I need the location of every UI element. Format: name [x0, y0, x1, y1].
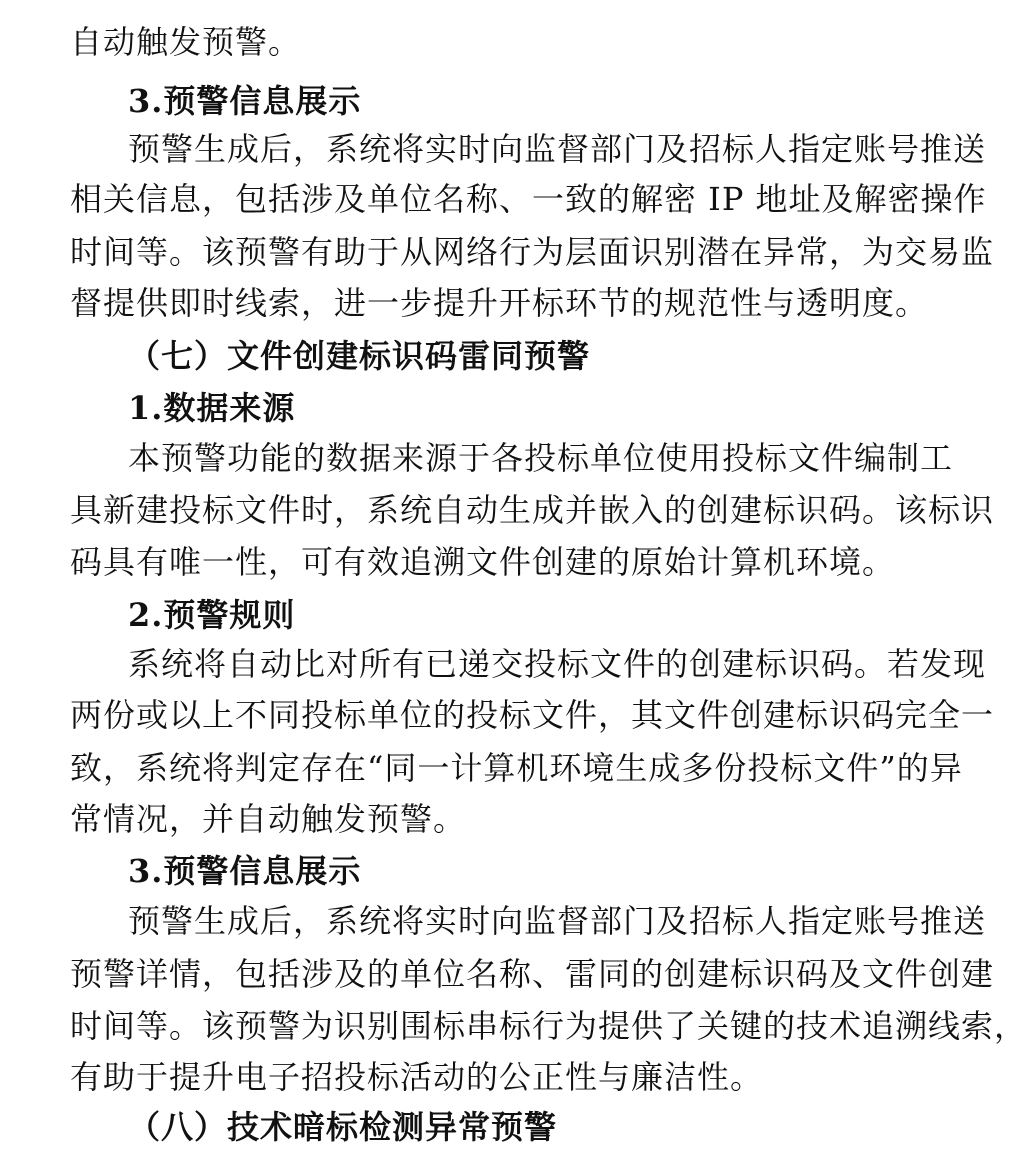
text-line: 预警生成后，系统将实时向监督部门及招标人指定账号推送	[128, 130, 987, 168]
text-line: 自动触发预警。	[70, 23, 302, 61]
section-heading: 1.数据来源	[128, 389, 296, 427]
section-heading: 3.预警信息展示	[128, 82, 362, 120]
section-heading: 3.预警信息展示	[128, 852, 362, 890]
text-line: 时间等。该预警为识别围标串标行为提供了关键的技术追溯线索，	[70, 1007, 1027, 1045]
text-line: 码具有唯一性，可有效追溯文件创建的原始计算机环境。	[70, 543, 896, 581]
text-line: 常情况，并自动触发预警。	[70, 800, 467, 838]
text-line: 致，系统将判定存在“同一计算机环境生成多份投标文件”的异	[70, 749, 963, 787]
section-heading: （七）文件创建标识码雷同预警	[128, 337, 591, 375]
text-line: 预警生成后，系统将实时向监督部门及招标人指定账号推送	[128, 902, 987, 940]
text-line: 督提供即时线索，进一步提升开标环节的规范性与透明度。	[70, 284, 929, 322]
text-line: 有助于提升电子招投标活动的公正性与廉洁性。	[70, 1058, 764, 1096]
text-line: 本预警功能的数据来源于各投标单位使用投标文件编制工	[128, 439, 954, 477]
text-line: 时间等。该预警有助于从网络行为层面识别潜在异常，为交易监	[70, 233, 995, 271]
section-heading: （八）技术暗标检测异常预警	[128, 1108, 558, 1146]
text-line: 系统将自动比对所有已递交投标文件的创建标识码。若发现	[128, 645, 987, 683]
section-heading: 2.预警规则	[128, 596, 296, 634]
text-line: 两份或以上不同投标单位的投标文件，其文件创建标识码完全一	[70, 696, 995, 734]
text-line: 具新建投标文件时，系统自动生成并嵌入的创建标识码。该标识	[70, 491, 995, 529]
text-line: 相关信息，包括涉及单位名称、一致的解密 IP 地址及解密操作	[70, 180, 987, 218]
text-line: 预警详情，包括涉及的单位名称、雷同的创建标识码及文件创建	[70, 955, 995, 993]
